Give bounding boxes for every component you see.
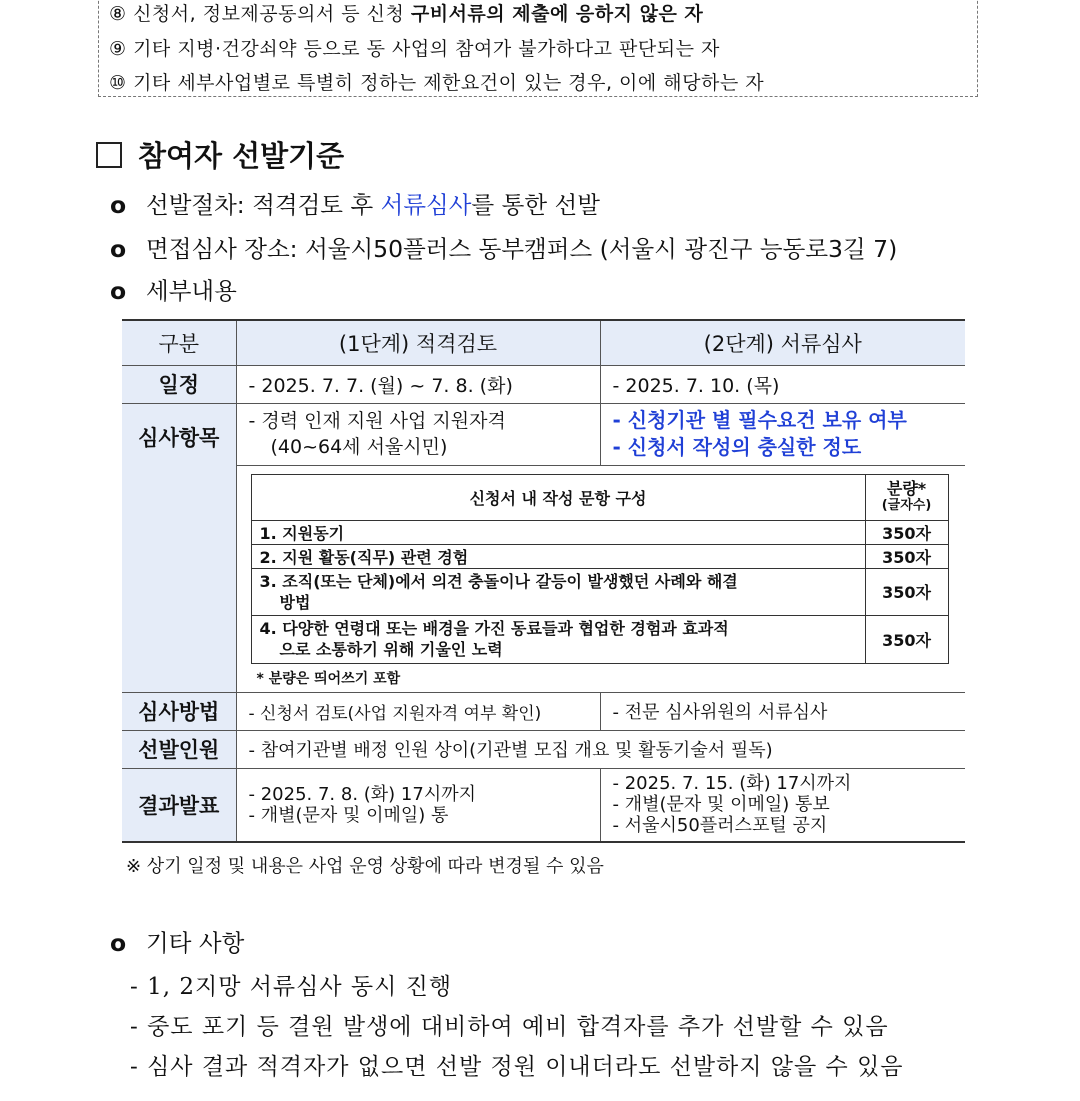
criteria-item-8-text: ⑧ 신청서, 정보제공동의서 등 신청 (109, 3, 411, 25)
bullet-marker: o (110, 235, 127, 263)
question-3-line-1: 3. 조직(또는 단체)에서 의견 충돌이나 갈등이 발생했던 사례와 해결 (259, 571, 738, 591)
other-matter-line-2: - 중도 포기 등 결원 발생에 대비하여 예비 합격자를 추가 선발할 수 있음 (130, 1014, 889, 1040)
inner-header-row (251, 474, 948, 520)
question-4-line-2: 으로 소통하기 위해 기울인 노력 (279, 640, 503, 659)
inner-header-length-unit: (글자수) (881, 498, 932, 513)
bullet-marker: o (110, 277, 127, 305)
items-stage-2-line-2: - 신청서 작성의 충실한 정도 (612, 435, 862, 459)
length-note: * 분량은 띄어쓰기 포함 (256, 670, 401, 687)
inner-row (251, 615, 948, 663)
method-stage-2: - 전문 심사위원의 서류심사 (600, 692, 965, 730)
section-heading (96, 134, 344, 175)
table-row-items (122, 403, 965, 465)
disqualification-criteria-box (98, 0, 978, 97)
label-selection-count: 선발인원 (122, 730, 236, 768)
table-row-questions (122, 465, 965, 692)
question-1: 1. 지원동기 (251, 520, 865, 544)
question-3-line-2: 방법 (279, 592, 311, 612)
bullet-text: 세부내용 (146, 277, 237, 305)
criteria-item-10: ⑩ 기타 세부사업별로 특별히 정하는 제한요건이 있는 경우, 이에 해당하는 자 (109, 72, 765, 94)
label-review-items: 심사항목 (122, 403, 236, 692)
bullet-text: 선발절차: 적격검토 후 (146, 191, 381, 219)
bullet-marker: o (110, 929, 127, 957)
items-stage-1-line-2: (40~64세 서울시민) (270, 436, 448, 458)
table-row-method (122, 692, 965, 730)
checkbox-square-icon (96, 142, 122, 168)
question-2: 2. 지원 활동(직무) 관련 경험 (251, 544, 865, 568)
table-header-row (122, 320, 965, 365)
header-stage-1: (1단계) 적격검토 (236, 320, 600, 365)
header-stage-2: (2단계) 서류심사 (600, 320, 965, 365)
inner-header-length-label: 분량* (886, 479, 927, 498)
bullet-details (110, 272, 237, 306)
schedule-stage-2: - 2025. 7. 10. (목) (600, 365, 965, 403)
table-row-count (122, 730, 965, 768)
schedule-stage-1: - 2025. 7. 7. (월) ~ 7. 8. (화) (236, 365, 600, 403)
inner-row (251, 544, 948, 568)
bullet-highlight: 서류심사 (380, 191, 472, 219)
other-matter-line-3: - 심사 결과 적격자가 없으면 선발 정원 이내더라도 선발하지 않을 수 있음 (130, 1054, 904, 1080)
question-4-length: 350자 (865, 615, 948, 663)
inner-row (251, 568, 948, 615)
criteria-item-8-bold: 구비서류의 제출에 응하지 않은 자 (410, 3, 704, 25)
result-stage-2-line-1: - 2025. 7. 15. (화) 17시까지 (612, 773, 852, 795)
bullet-text: 기타 사항 (146, 929, 245, 957)
items-stage-1-line-1: - 경력 인재 지원 사업 지원자격 (248, 410, 506, 432)
selection-criteria-table (122, 319, 965, 843)
items-stage-2-line-1: - 신청기관 별 필수요건 보유 여부 (612, 408, 907, 432)
inner-header-length (865, 474, 948, 520)
table-row-schedule (122, 365, 965, 403)
result-stage-1 (236, 768, 600, 842)
questions-cell (236, 465, 965, 692)
label-schedule: 일정 (122, 365, 236, 403)
table-row-result (122, 768, 965, 842)
items-stage-1 (236, 403, 600, 465)
bullet-marker: o (110, 191, 127, 219)
bullet-text: 면접심사 장소: 서울시50플러스 동부캠퍼스 (서울시 광진구 능동로3길 7) (146, 235, 898, 263)
selection-count-text: - 참여기관별 배정 인원 상이(기관별 모집 개요 및 활동기술서 필독) (236, 730, 965, 768)
header-category: 구분 (122, 320, 236, 365)
result-stage-1-line-1: - 2025. 7. 8. (화) 17시까지 (248, 783, 476, 805)
result-stage-2-line-3: - 서울시50플러스포털 공지 (612, 815, 828, 837)
criteria-item-9: ⑨ 기타 지병·건강쇠약 등으로 동 사업의 참여가 불가하다고 판단되는 자 (109, 38, 720, 60)
bullet-other-matters (110, 924, 244, 958)
result-stage-2-line-2: - 개별(문자 및 이메일) 통보 (612, 794, 830, 816)
bullet-text-suffix: 를 통한 선발 (471, 191, 600, 219)
question-1-length: 350자 (865, 520, 948, 544)
schedule-change-footnote: ※ 상기 일정 및 내용은 사업 운영 상황에 따라 변경될 수 있음 (126, 856, 604, 877)
bullet-selection-procedure (110, 186, 600, 220)
result-stage-2 (600, 768, 965, 842)
method-stage-1: - 신청서 검토(사업 지원자격 여부 확인) (236, 692, 600, 730)
section-title: 참여자 선발기준 (138, 139, 345, 173)
label-review-method: 심사방법 (122, 692, 236, 730)
question-3 (251, 568, 865, 615)
result-stage-1-line-2: - 개별(문자 및 이메일) 통 (248, 804, 449, 826)
other-matter-line-1: - 1, 2지망 서류심사 동시 진행 (130, 974, 453, 1000)
question-3-length: 350자 (865, 568, 948, 615)
inner-row (251, 520, 948, 544)
question-2-length: 350자 (865, 544, 948, 568)
question-4-line-1: 4. 다양한 연령대 또는 배경을 가진 동료들과 협업한 경험과 효과적 (259, 619, 729, 638)
criteria-item-8 (109, 0, 703, 26)
question-4 (251, 615, 865, 663)
items-stage-2 (600, 403, 965, 465)
label-result-announcement: 결과발표 (122, 768, 236, 842)
application-questions-table (251, 474, 949, 664)
bullet-interview-location (110, 230, 897, 264)
inner-header-questions: 신청서 내 작성 문항 구성 (251, 474, 865, 520)
